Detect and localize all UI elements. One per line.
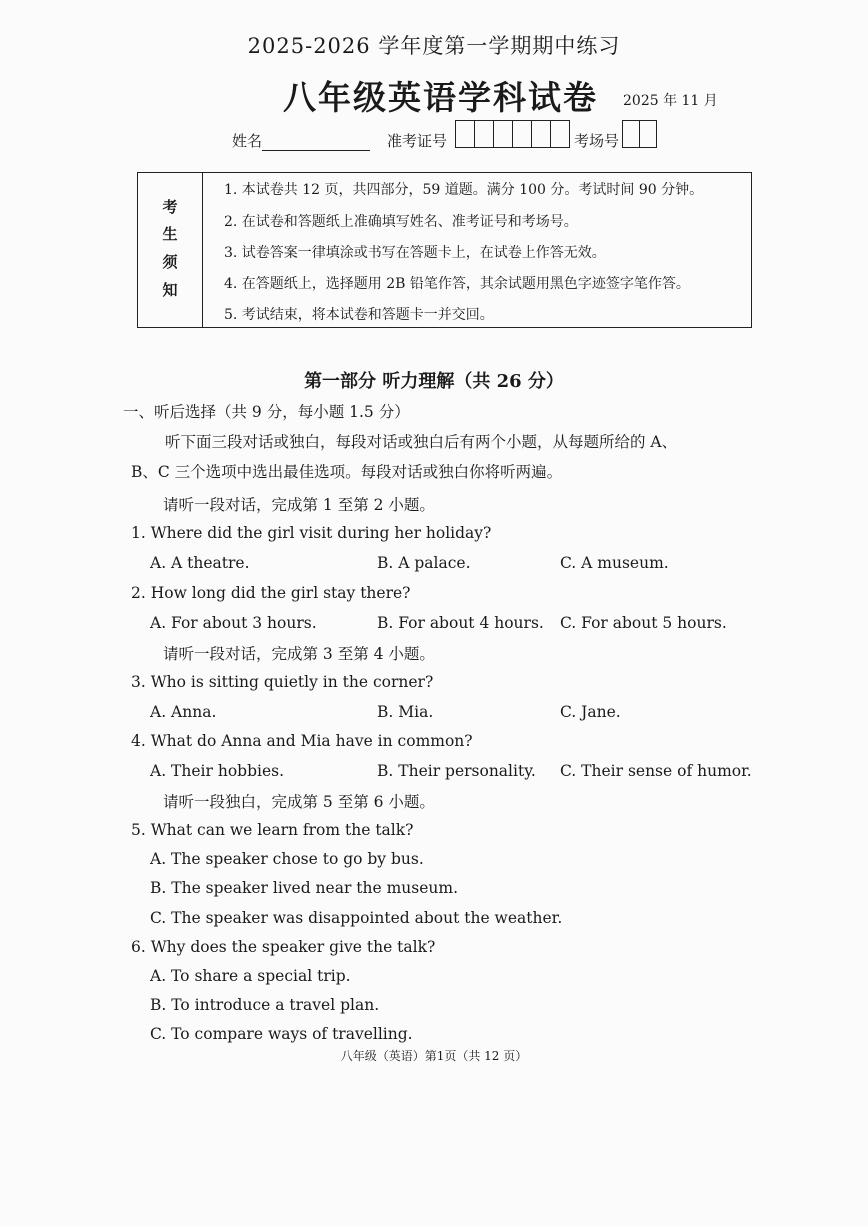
section-title: 第一部分 听力理解（共 26 分） (304, 371, 564, 392)
option: A. A theatre. (150, 554, 250, 572)
option: B. A palace. (377, 554, 471, 572)
notice-label-char: 考 (162, 198, 178, 216)
option: B. The speaker lived near the museum. (150, 879, 459, 897)
question-stem: 3. Who is sitting quietly in the corner? (131, 673, 434, 691)
exam-id-label: 准考证号 (387, 132, 448, 150)
notice-item: 1. 本试卷共 12 页，共四部分，59 道题。满分 100 分。考试时间 90 分钟。 (224, 182, 704, 198)
name-label: 姓名 (232, 132, 263, 150)
option: B. Their personality. (377, 762, 536, 780)
instruction-line: 听下面三段对话或独白，每段对话或独白后有两个小题，从每题所给的 A、 (165, 433, 678, 451)
part-title: 一、听后选择（共 9 分，每小题 1.5 分） (123, 403, 410, 421)
question-stem: 1. Where did the girl visit during her holiday? (131, 524, 492, 542)
option: C. A museum. (560, 554, 669, 572)
option: C. Jane. (560, 703, 621, 721)
question-stem: 2. How long did the girl stay there? (131, 584, 411, 602)
notice-item: 2. 在试卷和答题纸上准确填写姓名、准考证号和考场号。 (224, 214, 578, 230)
option: C. Their sense of humor. (560, 762, 752, 780)
exam-id-boxes[interactable] (455, 120, 570, 148)
instruction-line: B、C 三个选项中选出最佳选项。每段对话或独白你将听两遍。 (131, 463, 563, 481)
question-stem: 4. What do Anna and Mia have in common? (131, 732, 473, 750)
option: C. The speaker was disappointed about the weather. (150, 909, 563, 927)
exam-subtitle: 2025-2026 学年度第一学期期中练习 (247, 34, 621, 58)
notice-label (138, 173, 203, 327)
exam-date: 2025 年 11 月 (623, 93, 718, 109)
candidate-notice-box (137, 172, 752, 328)
listening-prompt: 请听一段对话，完成第 3 至第 4 小题。 (163, 645, 435, 663)
option: B. To introduce a travel plan. (150, 996, 380, 1014)
notice-item: 3. 试卷答案一律填涂或书写在答题卡上，在试卷上作答无效。 (224, 245, 606, 261)
option: A. The speaker chose to go by bus. (150, 850, 424, 868)
question-stem: 6. Why does the speaker give the talk? (131, 938, 436, 956)
notice-item: 5. 考试结束，将本试卷和答题卡一并交回。 (224, 307, 494, 323)
name-blank[interactable] (262, 150, 370, 151)
option: C. To compare ways of travelling. (150, 1025, 413, 1043)
option: B. For about 4 hours. (377, 614, 544, 632)
room-boxes[interactable] (622, 120, 657, 148)
listening-prompt: 请听一段对话，完成第 1 至第 2 小题。 (163, 496, 435, 514)
notice-label-char: 知 (162, 281, 178, 299)
notice-label-char: 生 (162, 225, 178, 243)
room-label: 考场号 (574, 132, 620, 150)
listening-prompt: 请听一段独白，完成第 5 至第 6 小题。 (163, 793, 435, 811)
exam-title: 八年级英语学科试卷 (283, 78, 598, 117)
option: A. Their hobbies. (150, 762, 285, 780)
option: A. For about 3 hours. (150, 614, 317, 632)
option: A. To share a special trip. (150, 967, 351, 985)
question-stem: 5. What can we learn from the talk? (131, 821, 414, 839)
notice-item: 4. 在答题纸上，选择题用 2B 铅笔作答，其余试题用黑色字迹签字笔作答。 (224, 276, 690, 292)
name-field[interactable] (232, 130, 370, 151)
option: A. Anna. (150, 703, 217, 721)
option: C. For about 5 hours. (560, 614, 727, 632)
notice-label-char: 须 (162, 253, 178, 271)
option: B. Mia. (377, 703, 434, 721)
page-footer: 八年级（英语）第1页（共 12 页） (340, 1049, 528, 1063)
